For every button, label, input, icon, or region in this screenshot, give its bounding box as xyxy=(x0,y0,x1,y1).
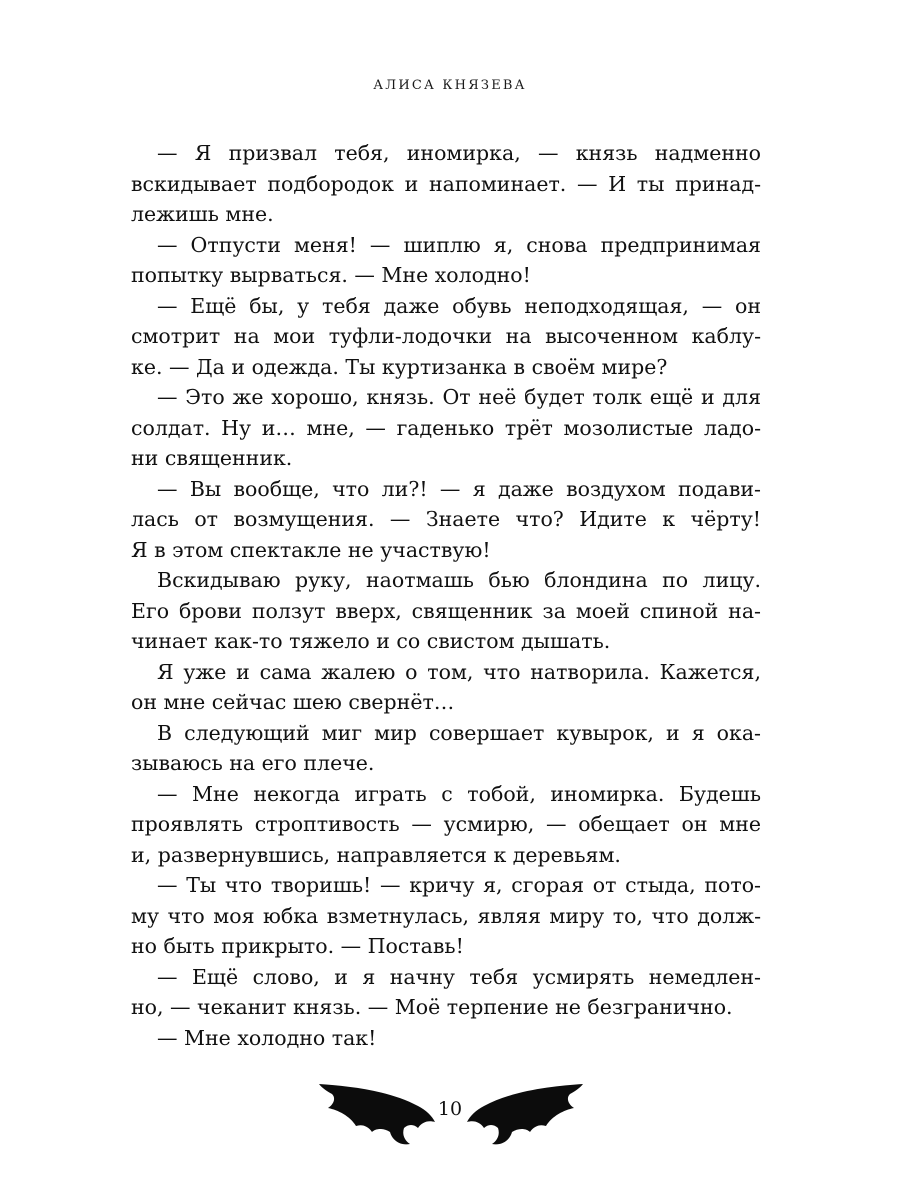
text-line: но быть прикрыто. — Поставь! xyxy=(131,934,464,958)
text-line: Я уже и сама жалею о том, что натворила. Кажется, xyxy=(157,659,761,684)
text-line: — Это же хорошо, князь. От неё будет толк ещё и для xyxy=(157,385,761,409)
text-line: и, развернувшись, направляется к деревьям. xyxy=(131,842,621,867)
text-line: — Я призвал тебя, иномирка, — князь надменно xyxy=(157,141,761,165)
text-line: вскидывает подбородок и напоминает. — И ты принад- xyxy=(131,171,761,196)
page-number: 10 xyxy=(437,1098,463,1120)
text-line: В следующий миг мир совершает кувырок, и я ока- xyxy=(157,720,761,745)
text-line: лась от возмущения. — Знаете что? Идите к чёрту! xyxy=(131,507,761,531)
text-line: проявлять строптивость — усмирю, — обещает он мне xyxy=(131,812,761,836)
bat-wing-right-icon xyxy=(466,1076,584,1146)
text-line: зываюсь на его плече. xyxy=(131,751,375,775)
running-head-author: АЛИСА КНЯЗЕВА xyxy=(373,78,527,93)
page-footer xyxy=(0,1072,900,1152)
text-line: — Мне холодно так! xyxy=(157,1025,377,1050)
text-line: он мне сейчас шею свернёт… xyxy=(131,690,455,714)
text-line: — Ещё бы, у тебя даже обувь неподходящая, — он xyxy=(157,293,761,318)
text-line: — Ещё слово, и я начну тебя усмирять немедлен- xyxy=(157,964,761,989)
text-line: — Мне некогда играть с тобой, иномирка. Будешь xyxy=(157,781,761,806)
text-line: Вскидываю руку, наотмашь бью блондина по лицу. xyxy=(157,568,761,592)
text-line: солдат. Ну и… мне, — гаденько трёт мозолистые ладо- xyxy=(131,415,761,440)
text-line: чинает как-то тяжело и со свистом дышать. xyxy=(131,629,611,653)
text-line: Я в этом спектакле не участвую! xyxy=(131,537,491,562)
text-line: ке. — Да и одежда. Ты куртизанка в своём мире? xyxy=(131,354,668,379)
text-line: но, — чеканит князь. — Моё терпение не безгранично. xyxy=(131,995,733,1019)
text-line: — Вы вообще, что ли?! — я даже воздухом подави- xyxy=(157,476,761,501)
text-line: лежишь мне. xyxy=(131,202,274,226)
text-line: — Отпусти меня! — шиплю я, снова предпринимая xyxy=(157,232,761,257)
text-line: смотрит на мои туфли-лодочки на высоченном каблу- xyxy=(131,324,761,348)
body-text xyxy=(131,138,761,1053)
text-line: — Ты что творишь! — кричу я, сгорая от стыда, пото- xyxy=(157,873,761,897)
text-line: ни священник. xyxy=(131,446,293,470)
text-line: попытку вырваться. — Мне холодно! xyxy=(131,263,531,287)
text-line: Его брови ползут вверх, священник за моей спиной на- xyxy=(131,598,761,623)
text-line: му что моя юбка взметнулась, являя миру то, что долж- xyxy=(131,903,761,928)
